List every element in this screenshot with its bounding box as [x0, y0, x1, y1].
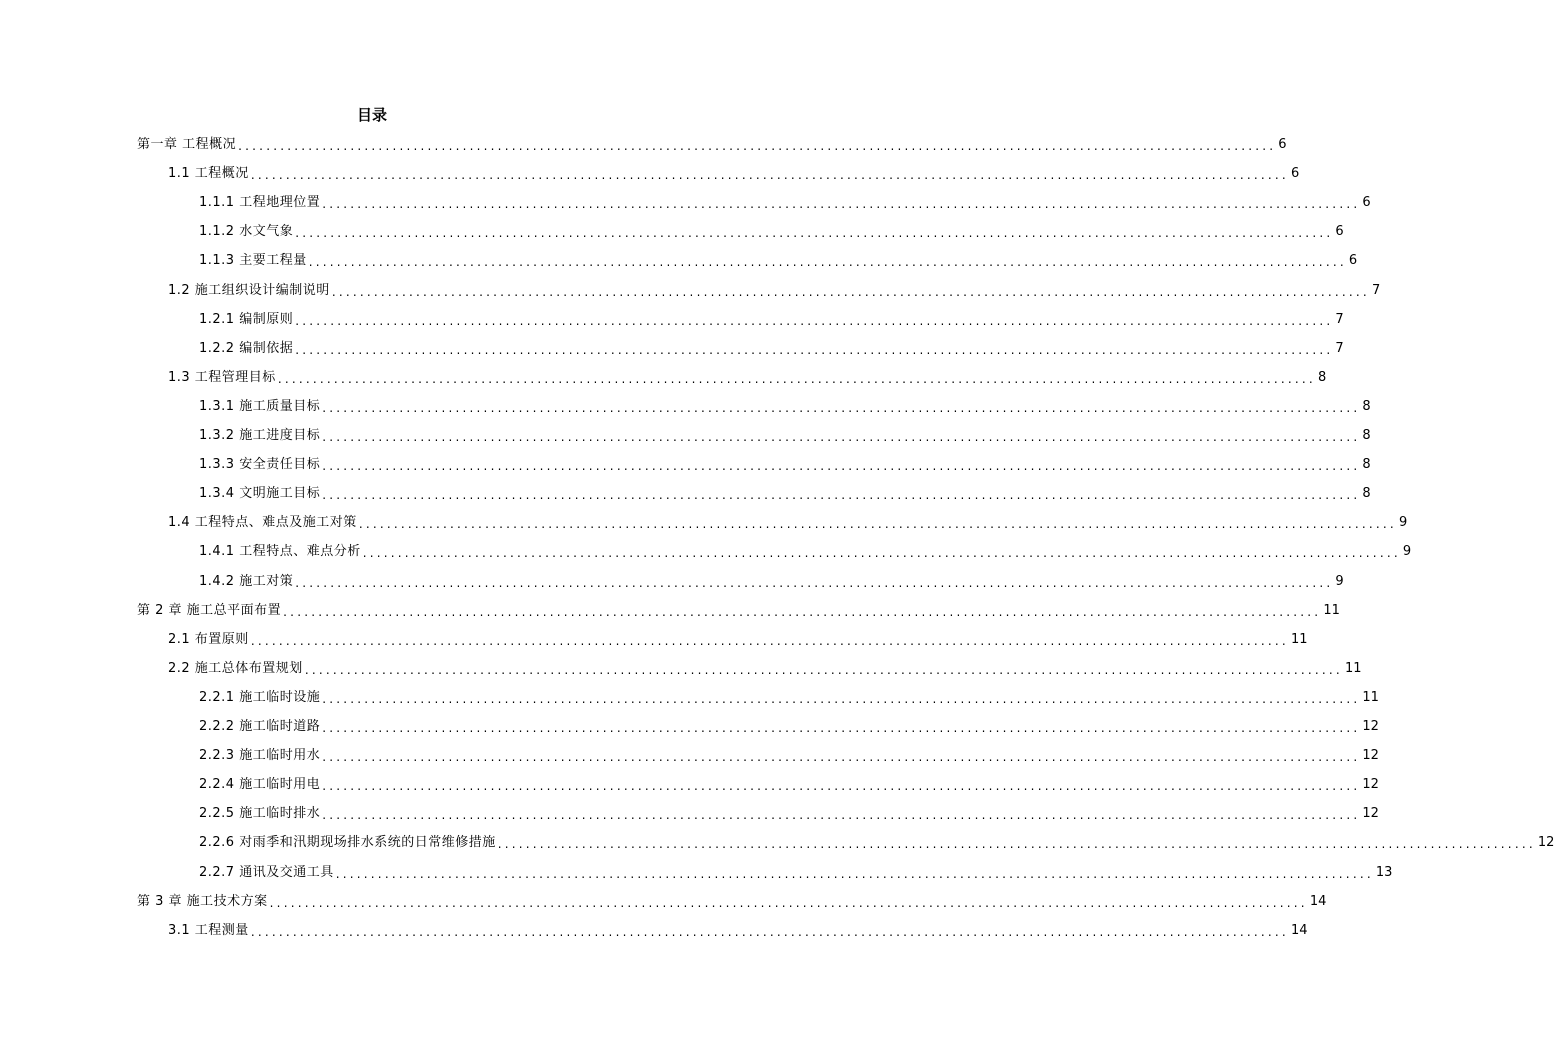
toc-page-number: 12: [1362, 748, 1379, 764]
toc-page-number: 6: [1278, 137, 1287, 152]
toc-entry-title: 1.3 工程管理目标: [168, 369, 276, 385]
toc-entry[interactable]: [168, 630, 1308, 650]
toc-dot-leader: ....................................................................................................................................................: [250, 924, 1289, 939]
toc-entry-title: 1.3.1 施工质量目标: [199, 398, 321, 414]
toc-entry[interactable]: [199, 397, 1371, 417]
toc-entry[interactable]: [199, 251, 1358, 271]
toc-dot-leader: ....................................................................................................................................................: [362, 546, 1401, 561]
toc-title: 目录: [356, 106, 387, 124]
toc-page-number: 8: [1362, 398, 1371, 414]
toc-entry-title: 2.2.7 通讯及交通工具: [199, 864, 334, 880]
toc-dot-leader: ....................................................................................................................................................: [250, 633, 1289, 648]
toc-entry-title: 2.2.5 施工临时排水: [199, 806, 321, 822]
toc-dot-leader: ....................................................................................................................................................: [295, 226, 1334, 241]
toc-entry-title: 1.1.1 工程地理位置: [199, 195, 321, 211]
toc-dot-leader: ....................................................................................................................................................: [322, 691, 1361, 706]
toc-page-number: 12: [1537, 835, 1554, 851]
toc-page-number: 11: [1362, 689, 1379, 705]
toc-entry[interactable]: [168, 164, 1300, 184]
toc-dot-leader: ....................................................................................................................................................: [322, 750, 1361, 765]
toc-entry-title: 1.4.1 工程特点、难点分析: [199, 544, 361, 560]
toc-entry[interactable]: [137, 135, 1287, 155]
toc-page-number: 7: [1335, 340, 1344, 356]
toc-dot-leader: ....................................................................................................................................................: [322, 197, 1361, 212]
toc-entry[interactable]: [199, 804, 1379, 824]
toc-page-number: 8: [1362, 486, 1371, 502]
toc-dot-leader: ....................................................................................................................................................: [335, 866, 1374, 881]
toc-entry-title: 1.2.2 编制依据: [199, 340, 294, 356]
toc-entry[interactable]: [199, 717, 1379, 737]
toc-page-number: 6: [1348, 253, 1358, 269]
toc-entry-title: 2.2.3 施工临时用水: [199, 748, 321, 764]
toc-entry[interactable]: [199, 426, 1371, 446]
toc-entry-title: 第 3 章 施工技术方案: [137, 893, 268, 909]
toc-page-number: 6: [1290, 166, 1300, 182]
toc-page-number: 7: [1371, 282, 1381, 298]
toc-entry-title: 1.4.2 施工对策: [199, 573, 294, 589]
toc-page-number: 8: [1317, 369, 1327, 385]
toc-dot-leader: ....................................................................................................................................................: [277, 371, 1316, 386]
toc-dot-leader: ....................................................................................................................................................: [295, 575, 1334, 590]
toc-entry-title: 1.3.2 施工进度目标: [199, 428, 321, 443]
toc-entry[interactable]: [137, 601, 1340, 621]
toc-dot-leader: ....................................................................................................................................................: [304, 662, 1343, 677]
toc-entry[interactable]: [199, 775, 1379, 795]
toc-entry[interactable]: [199, 193, 1371, 213]
toc-page-number: 14: [1290, 922, 1308, 938]
toc-page-number: 9: [1398, 515, 1408, 531]
toc-entry-title: 3.1 工程测量: [168, 922, 249, 938]
toc-dot-leader: ....................................................................................................................................................: [322, 400, 1361, 415]
toc-dot-leader: ....................................................................................................................................................: [238, 139, 1277, 153]
toc-entry-title: 1.2.1 编制原则: [199, 311, 294, 327]
toc-dot-leader: ....................................................................................................................................................: [358, 517, 1397, 532]
toc-dot-leader: ....................................................................................................................................................: [295, 313, 1334, 328]
toc-entry[interactable]: [168, 281, 1381, 301]
toc-entry[interactable]: [199, 542, 1412, 562]
toc-dot-leader: ....................................................................................................................................................: [322, 808, 1361, 823]
toc-page-number: 11: [1323, 602, 1340, 618]
toc-entry[interactable]: [199, 484, 1371, 504]
toc-entry[interactable]: [199, 222, 1344, 242]
toc-entry-title: 2.2.2 施工临时道路: [199, 719, 321, 734]
toc-entry[interactable]: [168, 368, 1327, 388]
toc-entry-title: 1.4 工程特点、难点及施工对策: [168, 515, 357, 531]
toc-entry[interactable]: [199, 572, 1344, 592]
toc-entry[interactable]: [199, 455, 1371, 475]
toc-dot-leader: ....................................................................................................................................................: [331, 284, 1370, 299]
toc-page-number: 11: [1290, 631, 1308, 647]
toc-entry-title: 2.2.1 施工临时设施: [199, 689, 321, 705]
toc-dot-leader: ....................................................................................................................................................: [322, 779, 1361, 794]
toc-dot-leader: ....................................................................................................................................................: [322, 430, 1361, 444]
toc-dot-leader: ....................................................................................................................................................: [308, 255, 1347, 270]
toc-page-number: 6: [1362, 195, 1371, 211]
toc-entry[interactable]: [137, 892, 1327, 912]
toc-entry[interactable]: [199, 746, 1379, 766]
toc-page-number: 13: [1375, 864, 1393, 880]
toc-entry-title: 2.2.6 对雨季和汛期现场排水系统的日常维修措施: [199, 835, 496, 851]
toc-entry-title: 1.1.3 主要工程量: [199, 253, 307, 269]
toc-page-number: 14: [1309, 893, 1327, 909]
toc-page-number: 8: [1362, 457, 1371, 473]
toc-page-number: 9: [1335, 573, 1344, 589]
toc-entry-title: 2.2 施工总体布置规划: [168, 660, 303, 676]
toc-dot-leader: ....................................................................................................................................................: [322, 488, 1361, 503]
toc-page-number: 8: [1362, 428, 1371, 443]
toc-page-number: 7: [1335, 311, 1344, 327]
toc-entry[interactable]: [199, 863, 1393, 883]
toc-entry[interactable]: [199, 833, 1554, 853]
toc-entry[interactable]: [168, 659, 1362, 679]
toc-page-number: 12: [1362, 806, 1379, 822]
toc-entry-title: 1.1.2 水文气象: [199, 224, 294, 240]
toc-entry[interactable]: [199, 310, 1344, 330]
toc-entry-title: 第一章 工程概况: [137, 137, 237, 152]
toc-entry[interactable]: [199, 688, 1379, 708]
toc-entry-title: 1.3.3 安全责任目标: [199, 457, 321, 473]
toc-page-number: 12: [1362, 719, 1379, 734]
toc-entry-title: 1.3.4 文明施工目标: [199, 486, 321, 502]
toc-entry[interactable]: [168, 921, 1308, 941]
toc-entry[interactable]: [168, 513, 1408, 533]
toc-dot-leader: ....................................................................................................................................................: [322, 721, 1361, 735]
toc-dot-leader: ....................................................................................................................................................: [283, 604, 1322, 619]
toc-dot-leader: ....................................................................................................................................................: [497, 837, 1536, 852]
toc-page-number: 9: [1402, 544, 1412, 560]
toc-entry[interactable]: [199, 339, 1344, 359]
toc-page-number: 6: [1335, 224, 1344, 240]
toc-dot-leader: ....................................................................................................................................................: [250, 168, 1289, 183]
toc-entry-title: 第 2 章 施工总平面布置: [137, 602, 282, 618]
toc-entry-title: 1.1 工程概况: [168, 166, 249, 182]
toc-entry-title: 2.1 布置原则: [168, 631, 249, 647]
toc-dot-leader: ....................................................................................................................................................: [322, 459, 1361, 474]
toc-page-number: 12: [1362, 777, 1379, 793]
toc-dot-leader: ....................................................................................................................................................: [269, 895, 1308, 910]
toc-page-number: 11: [1344, 660, 1362, 676]
toc-entry-title: 2.2.4 施工临时用电: [199, 777, 321, 793]
toc-dot-leader: ....................................................................................................................................................: [295, 342, 1334, 357]
toc-entry-title: 1.2 施工组织设计编制说明: [168, 282, 330, 298]
